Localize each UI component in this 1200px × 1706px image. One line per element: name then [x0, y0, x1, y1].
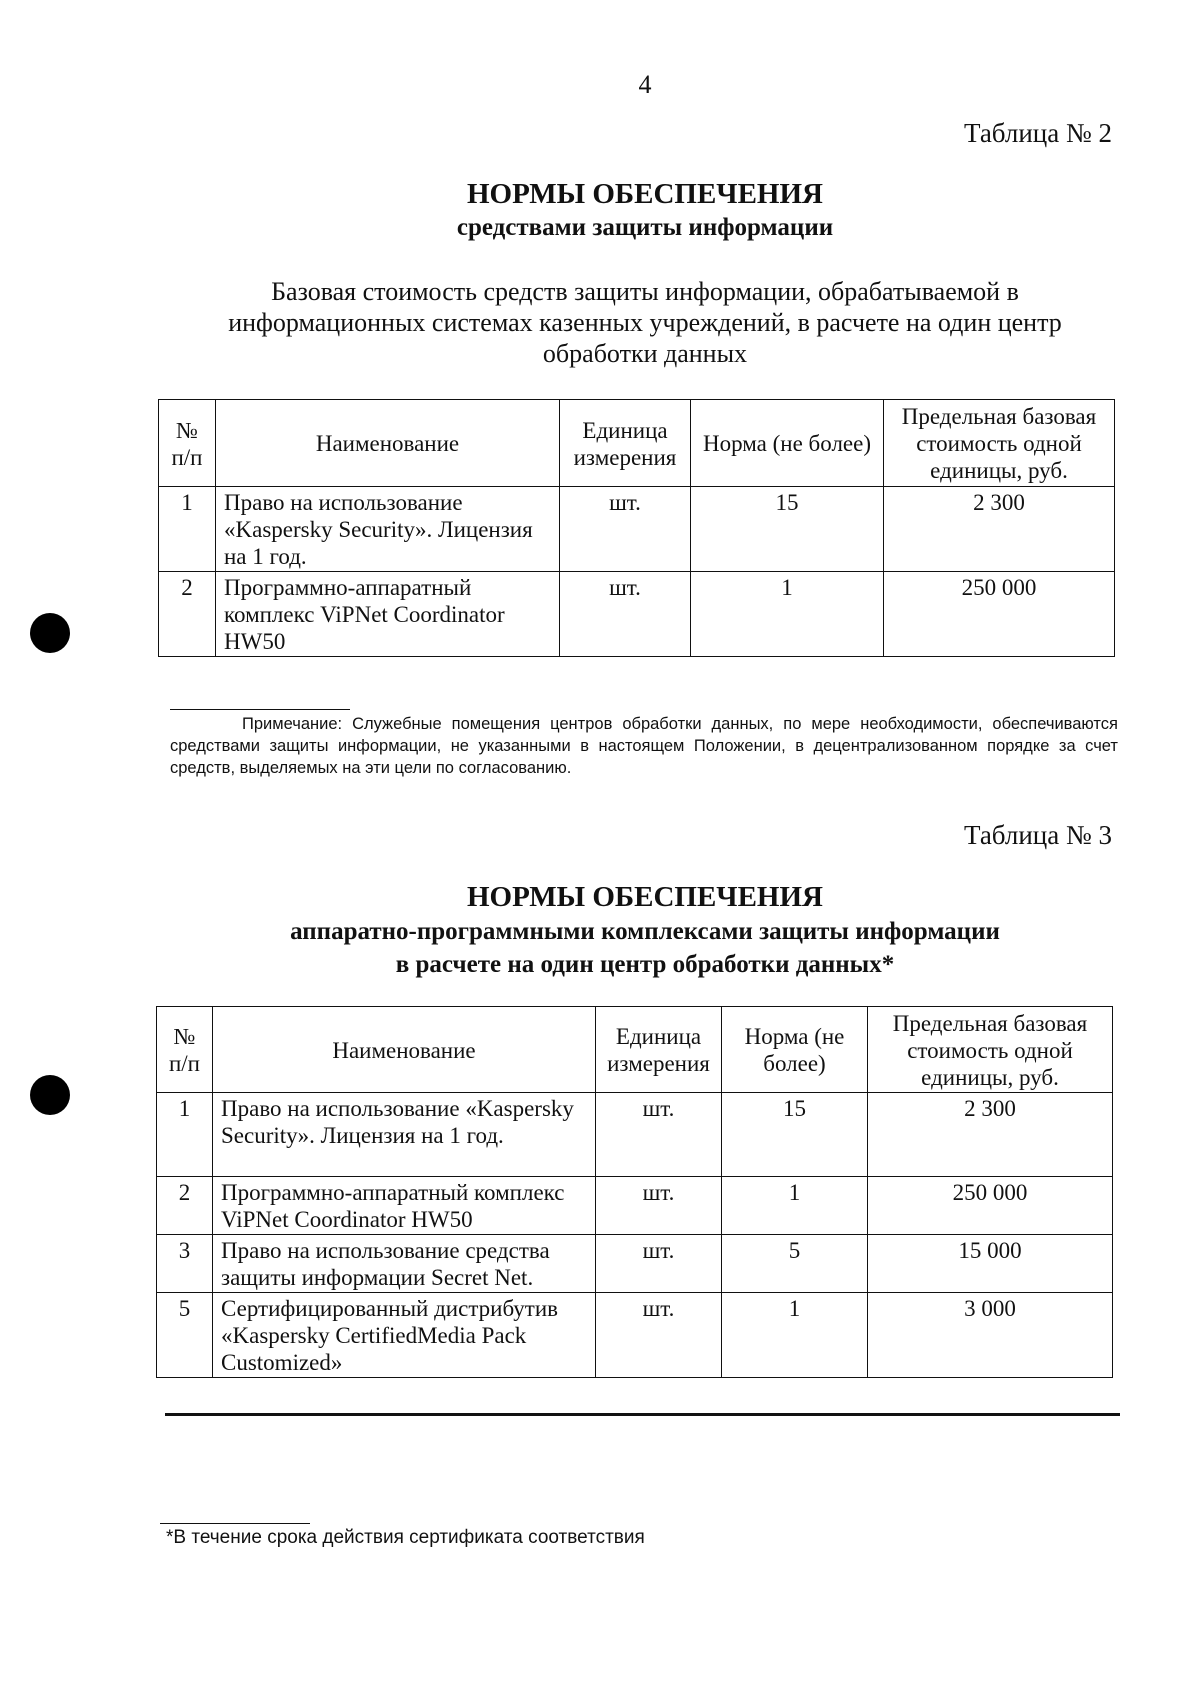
header-norm: Норма (не более) [722, 1007, 868, 1093]
header-price: Предельная базовая стоимость одной единицы, руб. [868, 1007, 1113, 1093]
header-unit: Единица измерения [596, 1007, 722, 1093]
row-price: 250 000 [868, 1177, 1113, 1235]
row-price: 2 300 [868, 1093, 1113, 1177]
table-row [157, 1177, 1113, 1235]
table-3-subtitle-line1: аппаратно-программными комплексами защиты информации [290, 918, 1000, 945]
row-price: 250 000 [884, 572, 1115, 657]
row-unit: шт. [596, 1235, 722, 1293]
header-num: № п/п [159, 400, 216, 487]
table-row [159, 572, 1115, 657]
table-2-title: НОРМЫ ОБЕСПЕЧЕНИЯ [467, 178, 823, 210]
table-2-label: Таблица № 2 [964, 118, 1112, 148]
table-2-header-row [159, 400, 1115, 487]
row-name: Программно-аппаратный комплекс ViPNet Coordinator HW50 [216, 572, 560, 657]
header-name: Наименование [213, 1007, 596, 1093]
row-unit: шт. [596, 1177, 722, 1235]
header-norm: Норма (не более) [691, 400, 884, 487]
table-3-subtitle-line2: в расчете на один центр обработки данных* [395, 951, 895, 978]
table-2-note: Примечание: Служебные помещения центров обработки данных, по мере необходимости, обеспечиваются средствами защиты информации, не указанными в настоящем Положении, в децентрализованном порядке за счет средств, выделяемых на эти цели по согласованию. [170, 715, 1118, 777]
table-2-intro: Базовая стоимость средств защиты информации, обрабатываемой в информационных системах казенных учреждений, в расчете на один центр обработки данных [228, 277, 1062, 368]
note-divider [170, 709, 350, 710]
row-norm: 15 [722, 1093, 868, 1177]
row-name: Право на использование «Kaspersky Security». Лицензия на 1 год. [216, 487, 560, 572]
table-3-header-row [157, 1007, 1113, 1093]
binder-hole-mark [30, 613, 70, 653]
row-unit: шт. [560, 572, 691, 657]
row-norm: 15 [691, 487, 884, 572]
row-num: 1 [157, 1093, 213, 1177]
row-unit: шт. [596, 1293, 722, 1378]
table-2 [158, 399, 1115, 657]
table-row [157, 1293, 1113, 1378]
row-num: 3 [157, 1235, 213, 1293]
row-num: 5 [157, 1293, 213, 1378]
row-price: 15 000 [868, 1235, 1113, 1293]
table-3-label: Таблица № 3 [964, 820, 1112, 850]
row-unit: шт. [596, 1093, 722, 1177]
binder-hole-mark [30, 1075, 70, 1115]
table-row [157, 1235, 1113, 1293]
header-unit: Единица измерения [560, 400, 691, 487]
row-norm: 1 [722, 1177, 868, 1235]
page-number: 4 [638, 70, 652, 99]
row-num: 2 [159, 572, 216, 657]
row-price: 3 000 [868, 1293, 1113, 1378]
row-num: 1 [159, 487, 216, 572]
table-row [157, 1093, 1113, 1177]
footnote-divider [160, 1523, 310, 1524]
header-name: Наименование [216, 400, 560, 487]
row-norm: 1 [691, 572, 884, 657]
row-num: 2 [157, 1177, 213, 1235]
row-unit: шт. [560, 487, 691, 572]
row-price: 2 300 [884, 487, 1115, 572]
table-3 [156, 1006, 1113, 1378]
row-norm: 5 [722, 1235, 868, 1293]
table-2-subtitle: средствами защиты информации [456, 214, 834, 241]
section-divider [165, 1413, 1120, 1416]
row-norm: 1 [722, 1293, 868, 1378]
table-3-title: НОРМЫ ОБЕСПЕЧЕНИЯ [467, 881, 823, 913]
row-name: Сертифицированный дистрибутив «Kaspersky CertifiedMedia Pack Customized» [213, 1293, 596, 1378]
footnote: *В течение срока действия сертификата соответствия [166, 1527, 645, 1548]
header-price: Предельная базовая стоимость одной единицы, руб. [884, 400, 1115, 487]
row-name: Право на использование средства защиты информации Secret Net. [213, 1235, 596, 1293]
row-name: Программно-аппаратный комплекс ViPNet Coordinator HW50 [213, 1177, 596, 1235]
header-num: № п/п [157, 1007, 213, 1093]
table-row [159, 487, 1115, 572]
row-name: Право на использование «Kaspersky Security». Лицензия на 1 год. [213, 1093, 596, 1177]
